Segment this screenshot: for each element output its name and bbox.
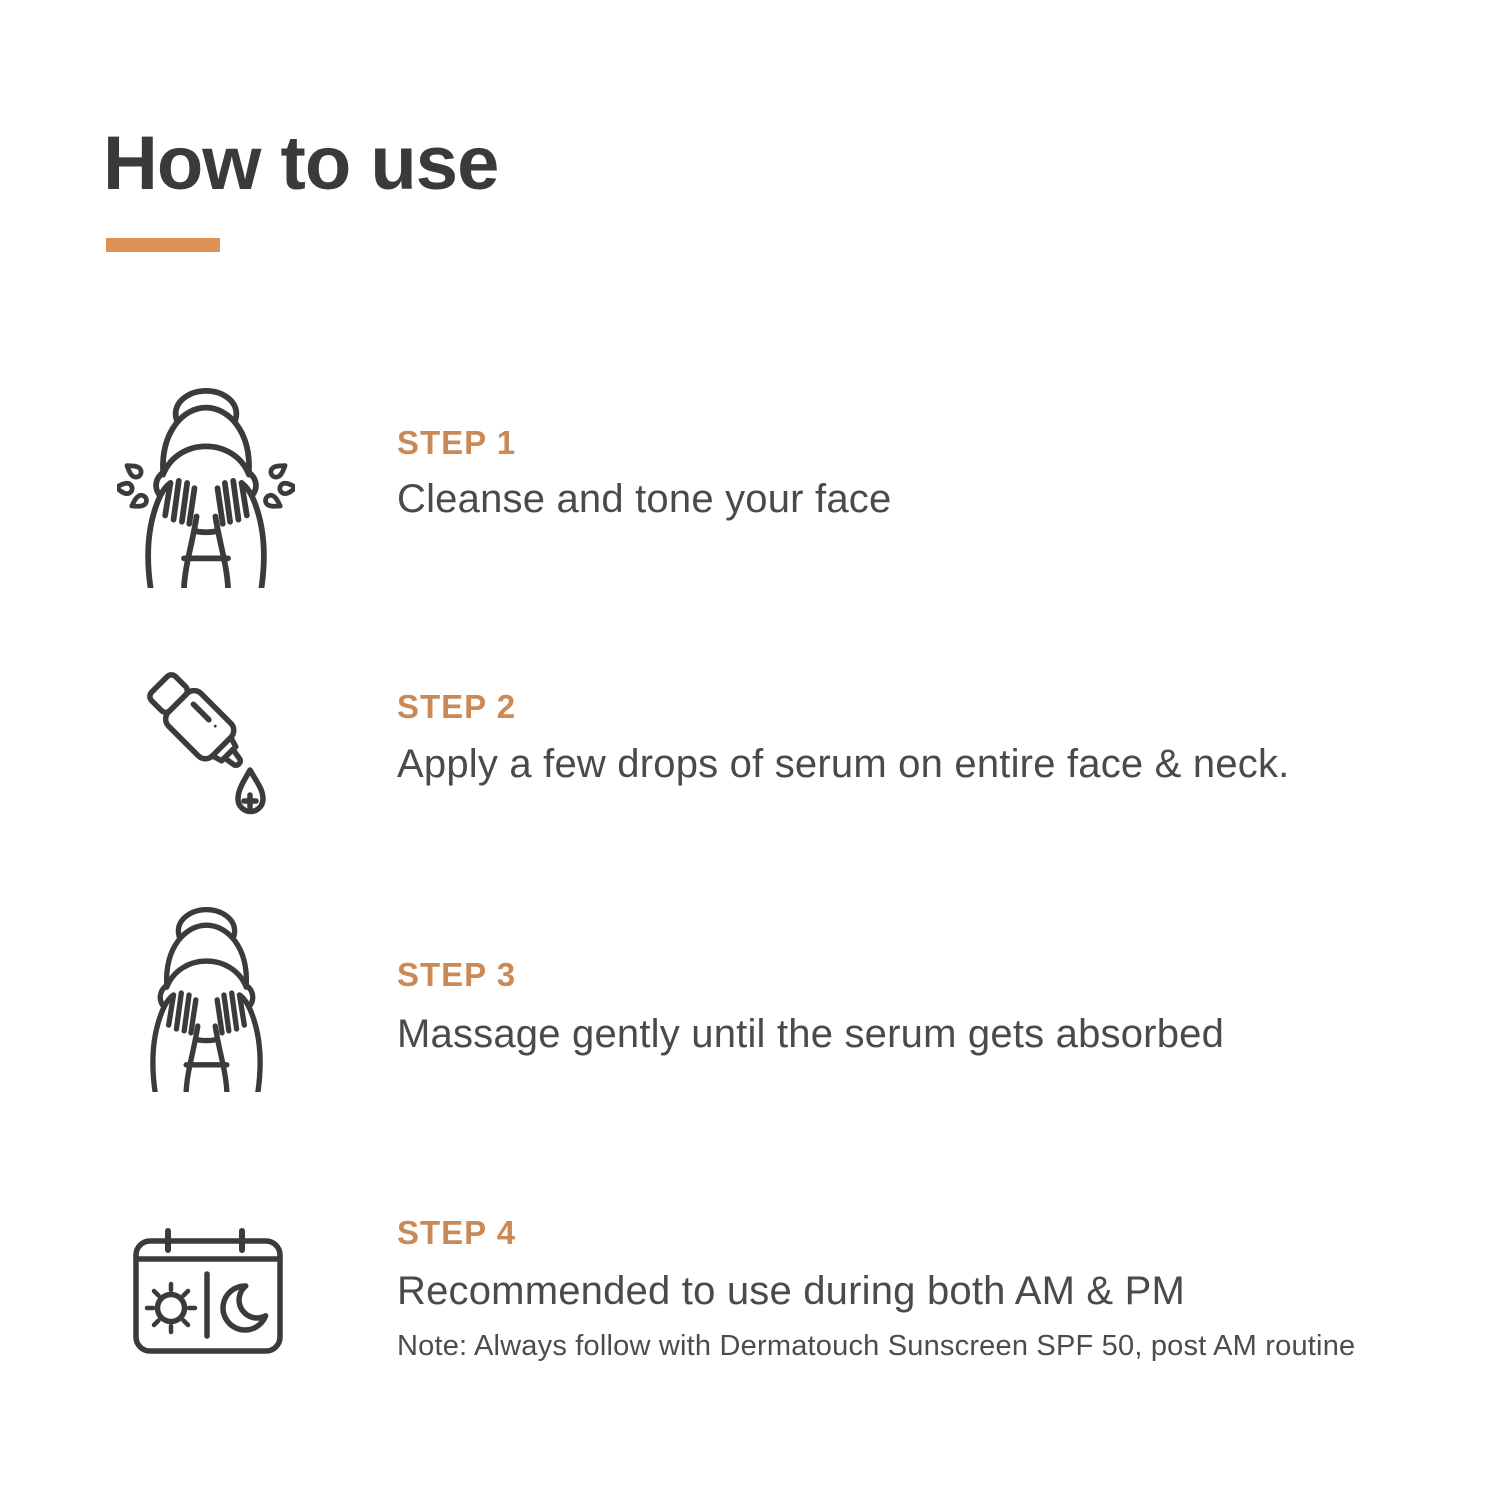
step-2-text: Apply a few drops of serum on entire face & neck. — [397, 742, 1290, 786]
step-1-text: Cleanse and tone your face — [397, 477, 892, 521]
moon-glyph — [223, 1286, 266, 1330]
sun-glyph — [147, 1284, 195, 1332]
step-4-note: Note: Always follow with Dermatouch Sunscreen SPF 50, post AM routine — [397, 1330, 1356, 1362]
title-underline-bar — [106, 238, 220, 252]
step-2-label: STEP 2 — [397, 688, 517, 725]
step-1-label: STEP 1 — [397, 424, 517, 461]
step-3-label: STEP 3 — [397, 956, 517, 993]
page-title: How to use — [103, 121, 499, 206]
step-4-text: Recommended to use during both AM & PM — [397, 1269, 1186, 1313]
calendar-am-pm-icon — [133, 1228, 283, 1355]
step-3-text: Massage gently until the serum gets absorbed — [397, 1012, 1225, 1056]
face-wash-icon — [117, 378, 295, 588]
serum-dropper-icon — [140, 655, 270, 825]
face-massage-icon — [124, 898, 289, 1092]
step-4-label: STEP 4 — [397, 1214, 517, 1251]
